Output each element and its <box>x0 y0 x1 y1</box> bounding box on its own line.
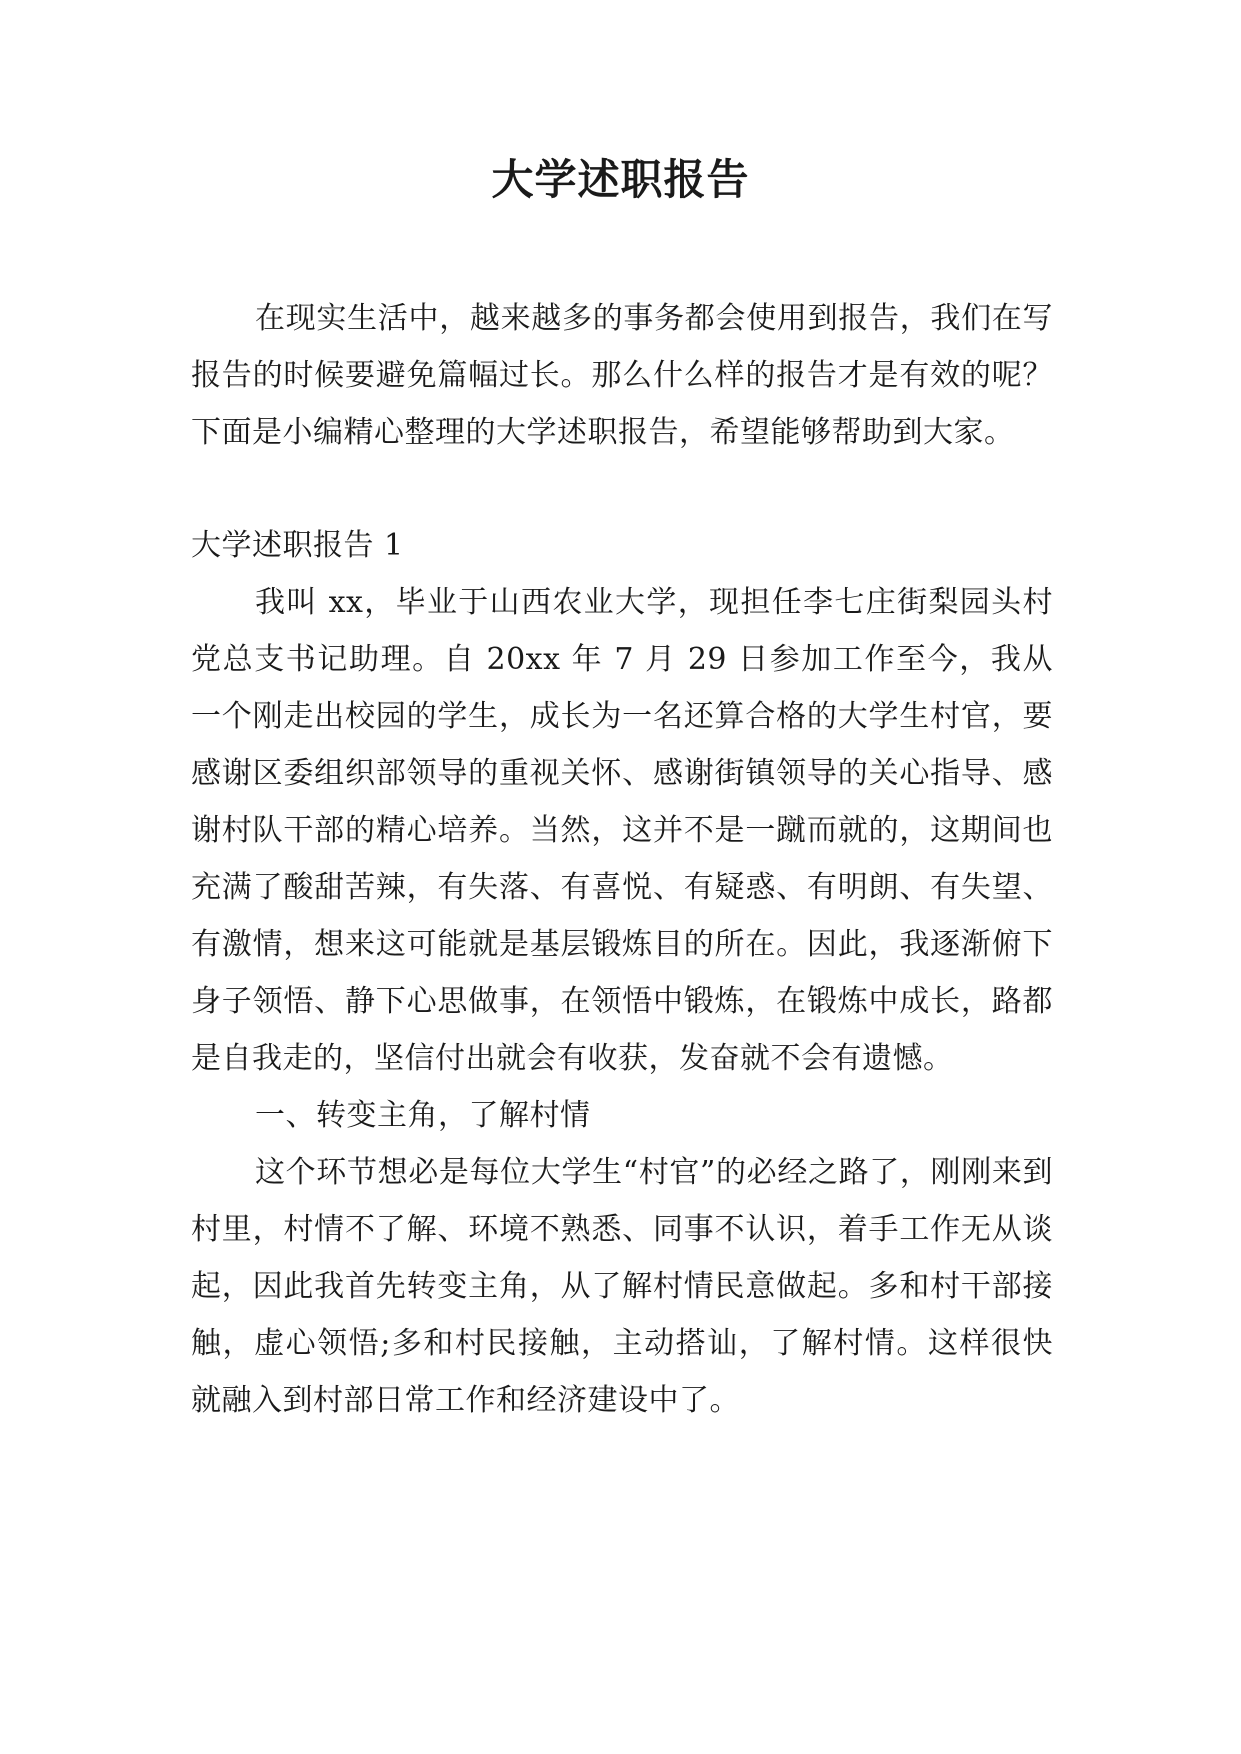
body-paragraph-1: 我叫 xx，毕业于山西农业大学，现担任李七庄街梨园头村党总支书记助理。自 20xx 年 7 月 29 日参加工作至今，我从一个刚走出校园的学生，成长为一名还算合格的大学生村官，要感谢区委组织部领导的重视关怀、感谢街镇领导的关心指导、感谢村队干部的精心培养。当然，这并不是一蹴而就的，这期间也充满了酸甜苦辣，有失落、有喜悦、有疑惑、有明朗、有失望、有激情，想来这可能就是基层锻炼目的所在。因此，我逐渐俯下身子领悟、静下心思做事，在领悟中锻炼，在锻炼中成长，路都是自我走的，坚信付出就会有收获，发奋就不会有遗憾。 <box>191 585 1053 1076</box>
document-title: 大学述职报告 <box>491 155 750 204</box>
body-paragraph-2: 这个环节想必是每位大学生“村官”的必经之路了，刚刚来到村里，村情不了解、环境不熟悉、同事不认识，着手工作无从谈起，因此我首先转变主角，从了解村情民意做起。多和村干部接触，虚心领悟;多和村民接触，主动搭讪，了解村情。这样很快就融入到村部日常工作和经济建设中了。 <box>191 1155 1053 1418</box>
document-body <box>191 290 1053 1429</box>
intro-paragraph: 在现实生活中，越来越多的事务都会使用到报告，我们在写报告的时候要避免篇幅过长。那么什么样的报告才是有效的呢？下面是小编精心整理的大学述职报告，希望能够帮助到大家。 <box>191 301 1053 450</box>
section-heading-1: 一、转变主角，了解村情 <box>255 1098 591 1133</box>
section-title: 大学述职报告 1 <box>191 528 404 563</box>
